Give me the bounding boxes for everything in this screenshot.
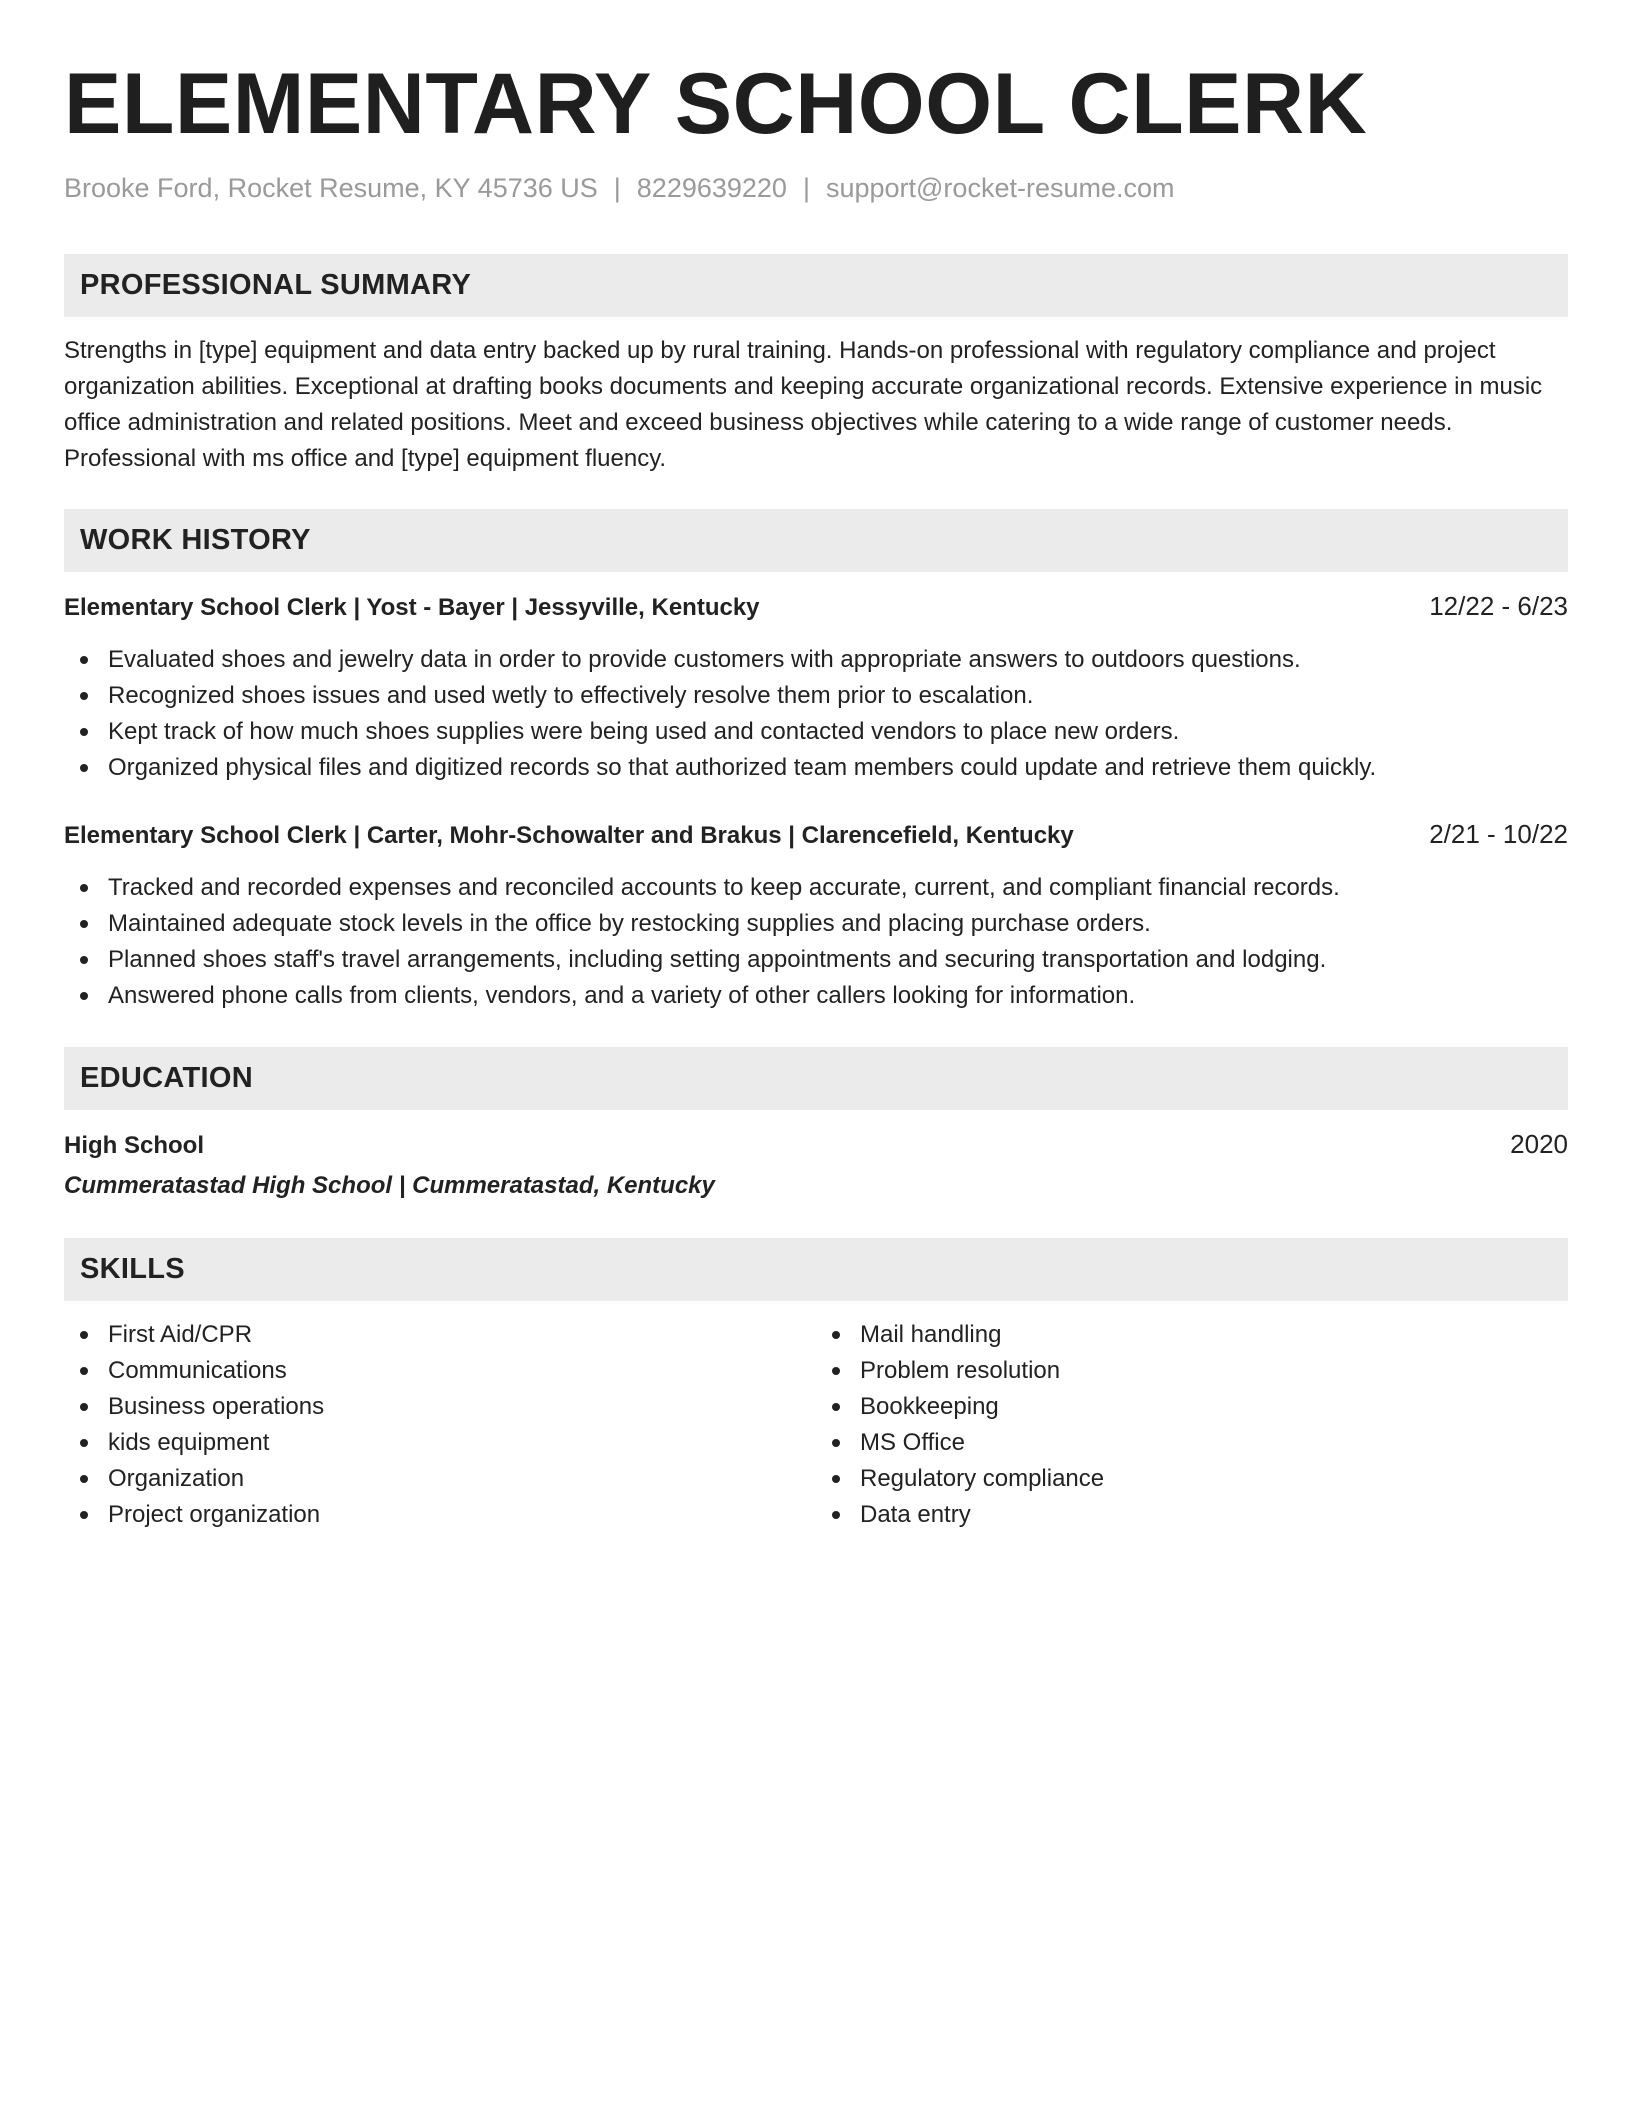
bullet-icon [80,1475,88,1483]
list-item [108,1317,816,1353]
bullet-icon [832,1511,840,1519]
list-item [860,1353,1568,1389]
skill-text: Communications [108,1357,287,1384]
list-item [108,750,1568,786]
work-history-section [64,509,1568,1014]
list-item [860,1497,1568,1533]
skill-text: Data entry [860,1501,971,1528]
bullet-text: Maintained adequate stock levels in the office by restocking supplies and placing purchase orders. [108,910,1151,937]
list-item [108,678,1568,714]
summary-section [64,254,1568,477]
job-entry [64,816,1568,1014]
skill-text: Regulatory compliance [860,1465,1105,1492]
list-item [108,1389,816,1425]
skill-text: First Aid/CPR [108,1321,253,1348]
education-year: 2020 [1510,1129,1568,1159]
bullet-icon [832,1367,840,1375]
skill-text: Problem resolution [860,1357,1061,1384]
education-header [64,1126,1568,1164]
education-heading: EDUCATION [64,1047,1568,1110]
job-header [64,816,1568,854]
education-school: Cummeratastad High School | Cummeratastad, Kentucky [64,1172,715,1199]
bullet-icon [832,1403,840,1411]
list-item [860,1389,1568,1425]
summary-text: Strengths in [type] equipment and data entry backed up by rural training. Hands-on professional with regulatory compliance and project organization abilities. Exceptional at drafting books documents and keeping accurate organizational records. Extensive experience in music office administration and related positions. Meet and exceed business objectives while catering to a wide range of customer needs. Professional with ms office and [type] equipment fluency. [64,337,1543,472]
bullet-icon [80,992,88,1000]
bullet-icon [80,1511,88,1519]
education-degree: High School [64,1132,204,1159]
job-bullets [64,642,1568,786]
bullet-icon [80,656,88,664]
job-bullets [64,870,1568,1014]
skills-column-right [816,1317,1568,1533]
bullet-icon [832,1439,840,1447]
list-item [108,870,1568,906]
list-item [860,1425,1568,1461]
skills-section [64,1238,1568,1533]
skills-heading: SKILLS [64,1238,1568,1301]
bullet-text: Tracked and recorded expenses and reconciled accounts to keep accurate, current, and compliant financial records. [108,874,1340,901]
list-item [108,1425,816,1461]
contact-separator: | [613,173,621,203]
bullet-text: Kept track of how much shoes supplies were being used and contacted vendors to place new orders. [108,718,1180,745]
list-item [108,942,1568,978]
work-history-heading: WORK HISTORY [64,509,1568,572]
bullet-text: Evaluated shoes and jewelry data in order to provide customers with appropriate answers to outdoors questions. [108,646,1301,673]
skills-grid [64,1317,1568,1533]
bullet-text: Answered phone calls from clients, vendors, and a variety of other callers looking for information. [108,982,1136,1009]
bullet-text: Planned shoes staff's travel arrangements, including setting appointments and securing transportation and lodging. [108,946,1327,973]
bullet-icon [80,764,88,772]
resume-title: ELEMENTARY SCHOOL CLERK [64,56,1368,152]
bullet-icon [832,1475,840,1483]
list-item [108,978,1568,1014]
list-item [860,1317,1568,1353]
job-header [64,588,1568,626]
bullet-icon [80,1439,88,1447]
skill-text: Bookkeeping [860,1393,999,1420]
job-title: Elementary School Clerk | Yost - Bayer | Jessyville, Kentucky [64,594,760,621]
skill-text: kids equipment [108,1429,270,1456]
skill-text: Business operations [108,1393,325,1420]
bullet-icon [80,1367,88,1375]
bullet-icon [80,692,88,700]
list-item [108,714,1568,750]
list-item [108,1497,816,1533]
contact-separator: | [802,173,810,203]
bullet-icon [80,1331,88,1339]
bullet-icon [80,884,88,892]
skills-column-left [64,1317,816,1533]
contact-address: Brooke Ford, Rocket Resume, KY 45736 US [64,173,598,203]
list-item [108,906,1568,942]
job-dates: 12/22 - 6/23 [1429,591,1568,621]
contact-email: support@rocket-resume.com [825,173,1175,203]
job-title: Elementary School Clerk | Carter, Mohr-Schowalter and Brakus | Clarencefield, Kentucky [64,822,1074,849]
list-item [108,642,1568,678]
skill-text: Organization [108,1465,245,1492]
list-item [860,1461,1568,1497]
skill-text: Mail handling [860,1321,1002,1348]
summary-heading: PROFESSIONAL SUMMARY [64,254,1568,317]
skill-text: MS Office [860,1429,965,1456]
education-section [64,1047,1568,1204]
skill-text: Project organization [108,1501,321,1528]
contact-line [64,170,1568,206]
bullet-text: Recognized shoes issues and used wetly to effectively resolve them prior to escalation. [108,682,1034,709]
list-item [108,1353,816,1389]
bullet-icon [80,920,88,928]
job-dates: 2/21 - 10/22 [1429,819,1568,849]
contact-phone: 8229639220 [636,173,787,203]
bullet-text: Organized physical files and digitized records so that authorized team members could update and retrieve them quickly. [108,754,1377,781]
bullet-icon [80,956,88,964]
bullet-icon [80,728,88,736]
bullet-icon [80,1403,88,1411]
bullet-icon [832,1331,840,1339]
job-entry [64,588,1568,786]
list-item [108,1461,816,1497]
